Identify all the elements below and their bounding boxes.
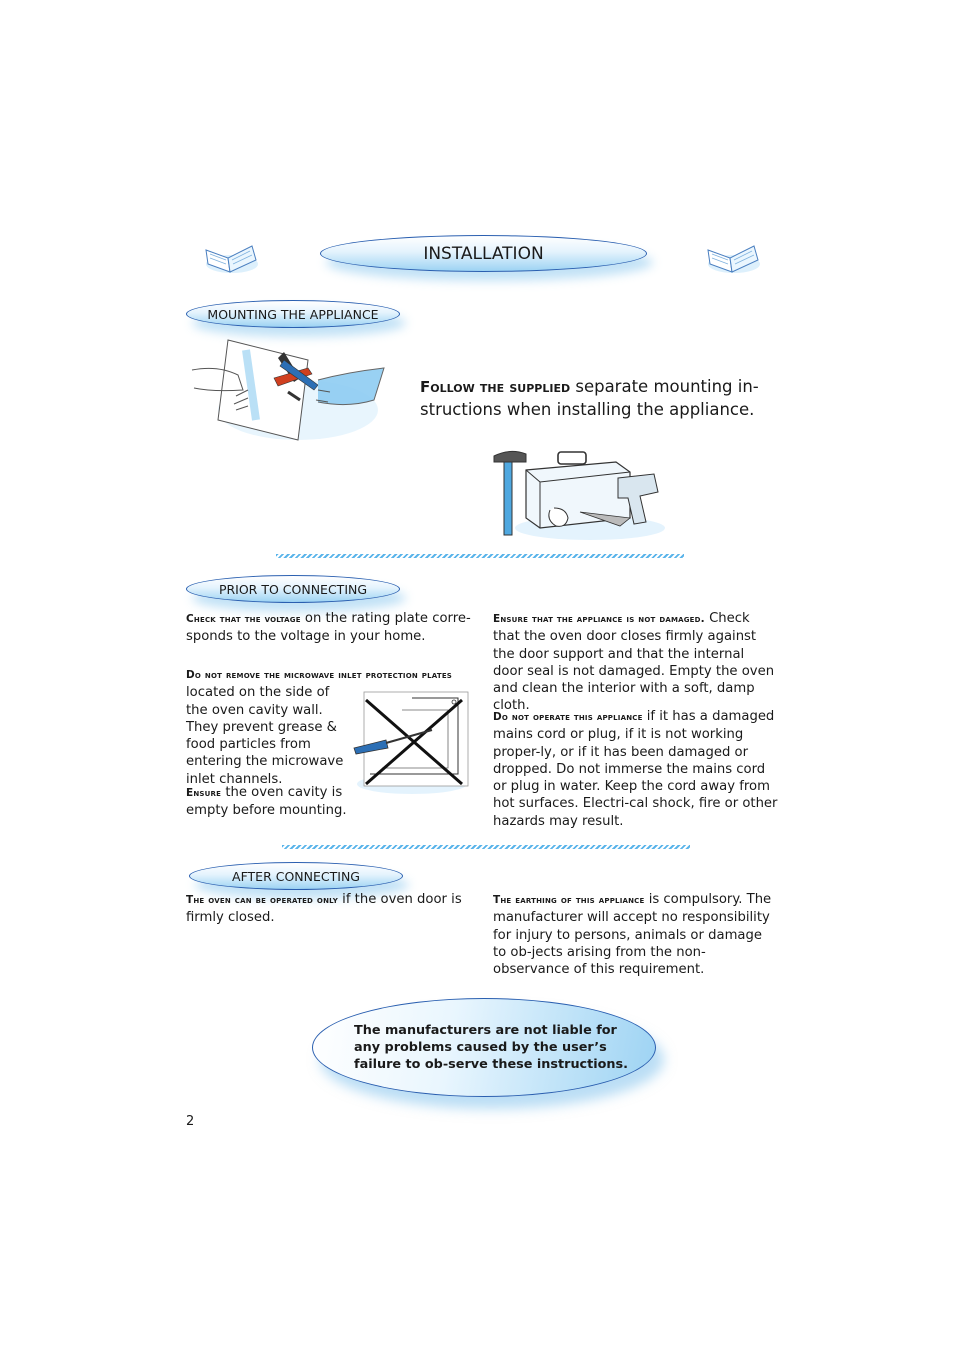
inlet-plates-lead: Do not remove the microwave inlet protection plates xyxy=(186,669,453,681)
inlet-plates-text: located on the side of the oven cavity wall. They prevent grease & food particles from entering the microwave inlet channels. xyxy=(186,685,344,787)
earthing-paragraph xyxy=(493,891,778,978)
page-number: 2 xyxy=(186,1114,195,1129)
heading-after-text: AFTER CONNECTING xyxy=(232,868,360,884)
not-damaged-paragraph xyxy=(493,610,778,715)
heading-mounting-text: MOUNTING THE APPLIANCE xyxy=(207,306,379,322)
voltage-text: on the rating plate corre-sponds to the voltage in your home. xyxy=(186,611,471,645)
earthing-text: is compulsory. The manufacturer will accept no responsibility for injury to persons, animals or damage to ob-jects arising from the non-observance of this requirement. xyxy=(493,892,772,978)
do-not-operate-paragraph xyxy=(493,708,778,830)
not-damaged-lead: Ensure that the appliance is not damaged. xyxy=(493,613,705,625)
crossed-out-screwdriver-illustration xyxy=(352,688,472,798)
earthing-lead: The earthing of this appliance xyxy=(493,894,645,906)
hands-manual-illustration xyxy=(188,330,388,450)
mounting-instructions xyxy=(420,376,760,421)
mounting-lead: Follow the supplied xyxy=(420,378,571,396)
heading-after xyxy=(189,862,403,890)
do-not-operate-lead: Do not operate this appliance xyxy=(493,711,643,723)
divider-2 xyxy=(282,845,690,849)
ensure-empty-text: the oven cavity is empty before mounting. xyxy=(186,785,347,819)
inlet-plates-paragraph xyxy=(186,667,453,788)
voltage-paragraph xyxy=(186,610,476,646)
ensure-empty-lead: Ensure xyxy=(186,787,222,799)
book-icon-left xyxy=(200,238,260,278)
divider-1 xyxy=(276,554,684,558)
mounting-text: separate mounting in-structions when installing the appliance. xyxy=(420,377,759,419)
page-title xyxy=(320,235,647,272)
door-closed-lead: The oven can be operated only xyxy=(186,894,338,906)
not-damaged-text: Check that the oven door closes firmly against the door support and that the internal door seal is not damaged. Empty the oven and clean the interior with a soft, damp cloth. xyxy=(493,611,775,714)
toolbox-illustration xyxy=(490,448,670,543)
liability-note: The manufacturers are not liable for any problems caused by the user’s failure to ob-serve these instructions. xyxy=(354,1023,629,1073)
door-closed-paragraph xyxy=(186,891,471,927)
voltage-lead: Check that the voltage xyxy=(186,613,301,625)
do-not-operate-text: if it has a damaged mains cord or plug, if it is not working proper-ly, or if it has been damaged or dropped. Do not immerse the mains cord or plug in water. Keep the cord away from hot surfaces. Electri-cal shock, fire or other hazards may result. xyxy=(493,709,778,829)
door-closed-text: if the oven door is firmly closed. xyxy=(186,892,462,926)
page-title-text: INSTALLATION xyxy=(423,243,544,264)
heading-prior xyxy=(186,575,400,603)
heading-mounting xyxy=(186,300,400,328)
heading-prior-text: PRIOR TO CONNECTING xyxy=(218,581,368,597)
ensure-empty-paragraph xyxy=(186,784,354,820)
book-icon-right xyxy=(702,238,762,278)
